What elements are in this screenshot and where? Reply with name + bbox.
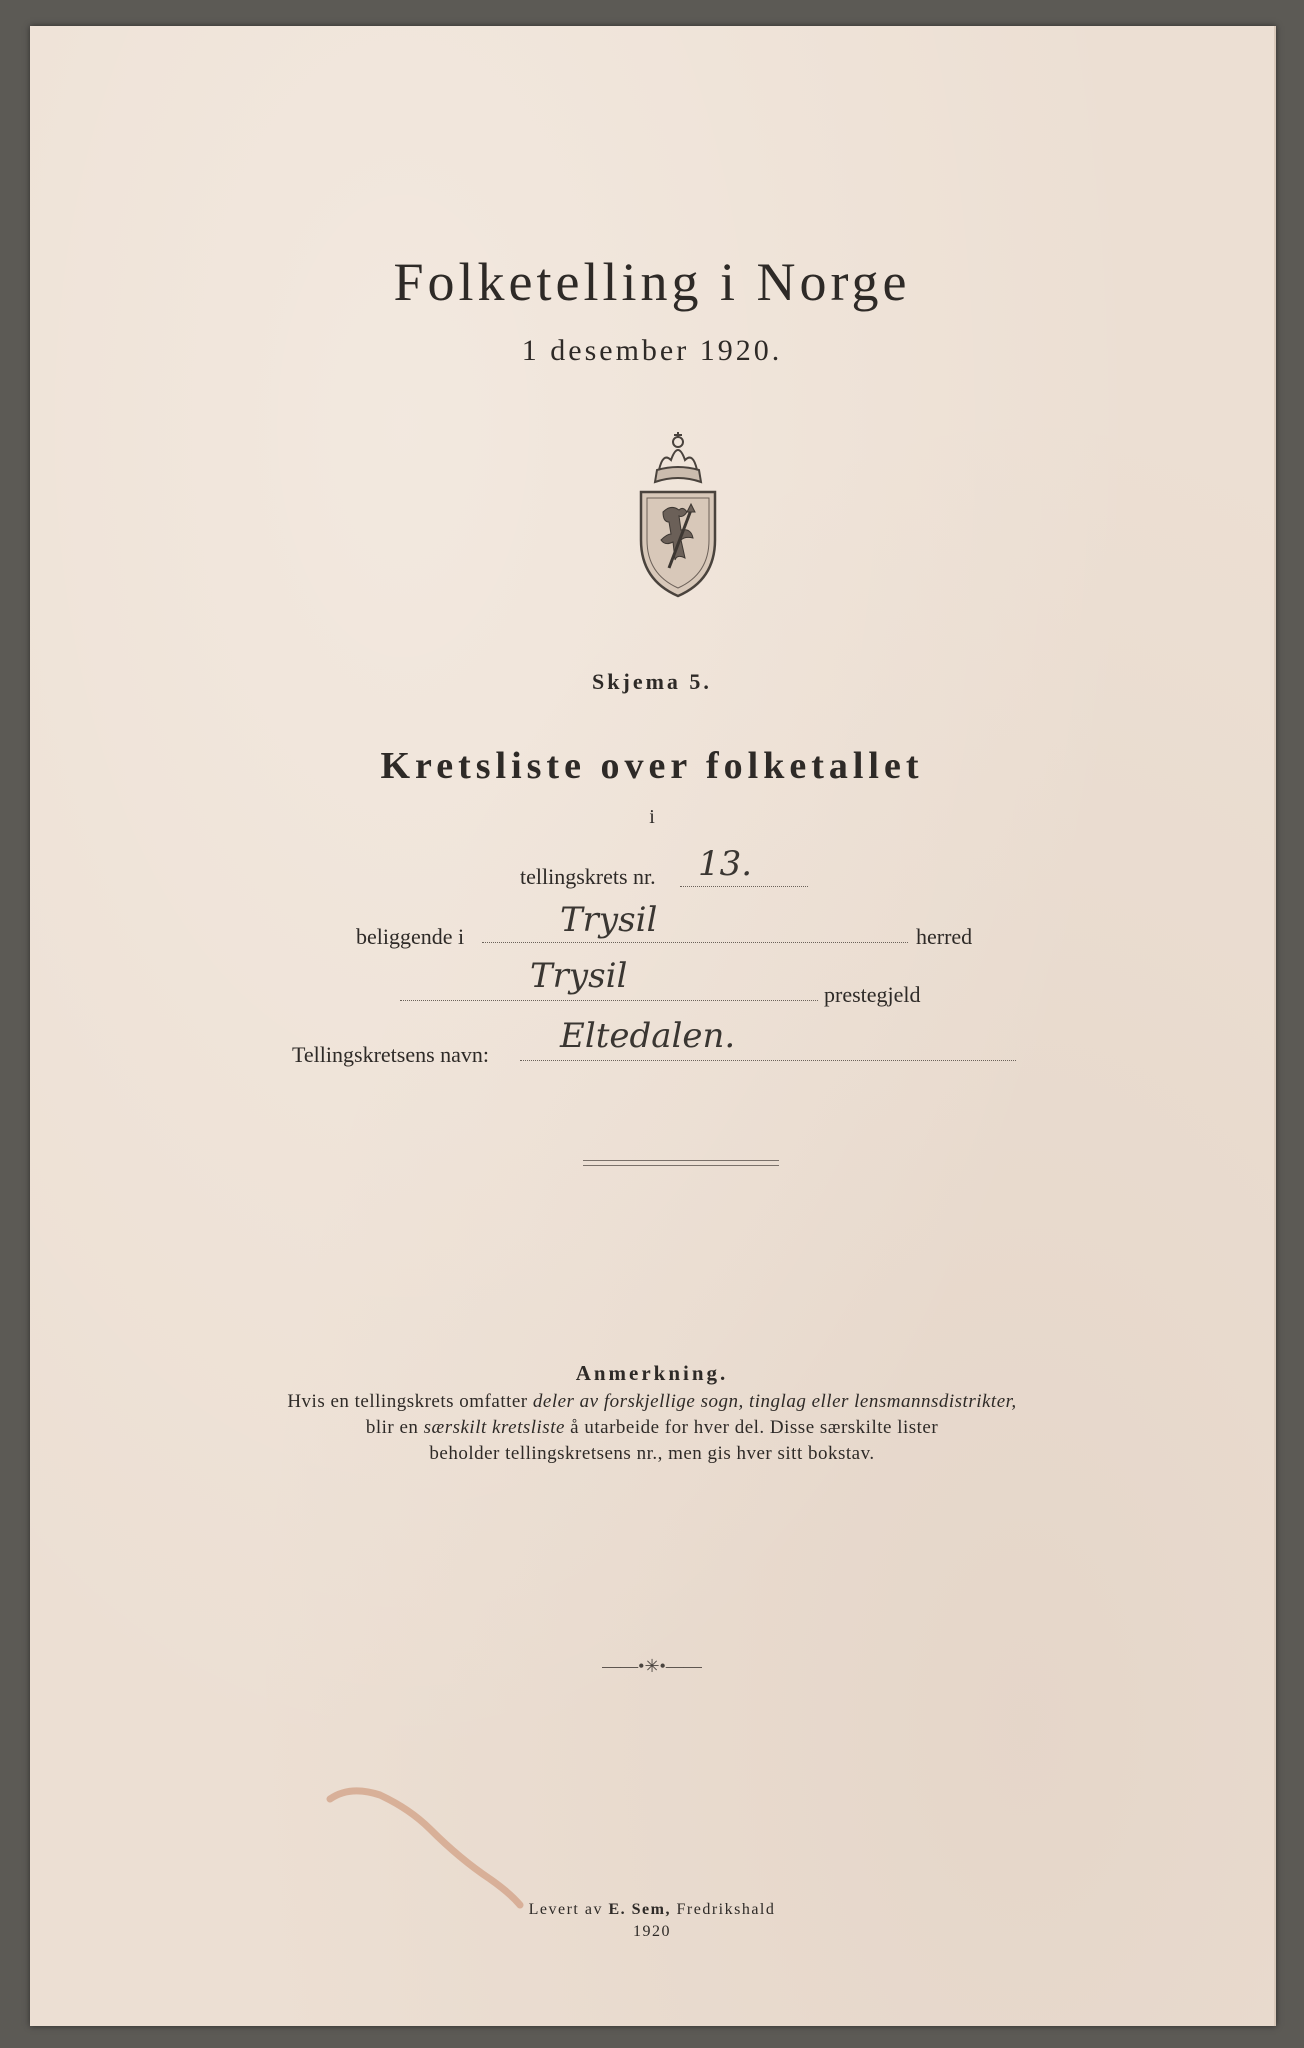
beliggende-label: beliggende i <box>356 924 465 949</box>
note-line-2a: blir en <box>365 1417 424 1438</box>
note-line-1b: deler av forskjellige sogn, tinglag eller lensmannsdistrikter, <box>532 1391 1017 1412</box>
tellingskrets-label: tellingskrets nr. <box>520 864 656 889</box>
note-heading: Anmerkning. <box>575 1361 729 1385</box>
section-divider <box>583 1160 779 1166</box>
navn-value: Eltedalen. <box>560 1016 736 1056</box>
note-line-1 <box>30 1391 1274 1413</box>
note-line-1a: Hvis en tellingskrets omfatter <box>287 1391 533 1412</box>
note-line-2 <box>30 1417 1274 1439</box>
census-form-sheet <box>30 26 1276 2026</box>
document-title: Folketelling i Norge <box>393 252 911 312</box>
printer-prefix: Levert av <box>528 1901 609 1918</box>
printer-place: Fredrikshald <box>670 1901 776 1918</box>
document-date: 1 desember 1920. <box>521 334 783 367</box>
herred-field[interactable] <box>482 906 908 943</box>
herred-label: herred <box>916 924 973 949</box>
note-line-2c: å utarbeide for hver del. Disse særskilte lister <box>564 1417 939 1438</box>
prestegjeld-label: prestegjeld <box>824 982 921 1007</box>
printer-credit <box>30 1901 1274 1919</box>
prestegjeld-value: Trysil <box>530 956 628 996</box>
printer-year: 1920 <box>633 1923 671 1940</box>
herred-value: Trysil <box>560 900 658 940</box>
note-line-2b: særskilt kretsliste <box>423 1417 565 1438</box>
form-heading: Kretsliste over folketallet <box>380 745 924 787</box>
printer-name: E. Sem, <box>608 1901 671 1918</box>
norwegian-coat-of-arms-icon <box>633 430 723 600</box>
connector-i: i <box>649 806 655 828</box>
note-line-3: beholder tellingskretsens nr., men gis hver sitt bokstav. <box>429 1443 875 1464</box>
tellingskrets-value: 13. <box>698 844 753 884</box>
ornament-divider: ——•✳•—— <box>602 1656 702 1676</box>
schema-number: Skjema 5. <box>592 669 712 694</box>
ink-stain <box>320 1781 560 1911</box>
navn-label: Tellingskretsens navn: <box>292 1042 490 1067</box>
